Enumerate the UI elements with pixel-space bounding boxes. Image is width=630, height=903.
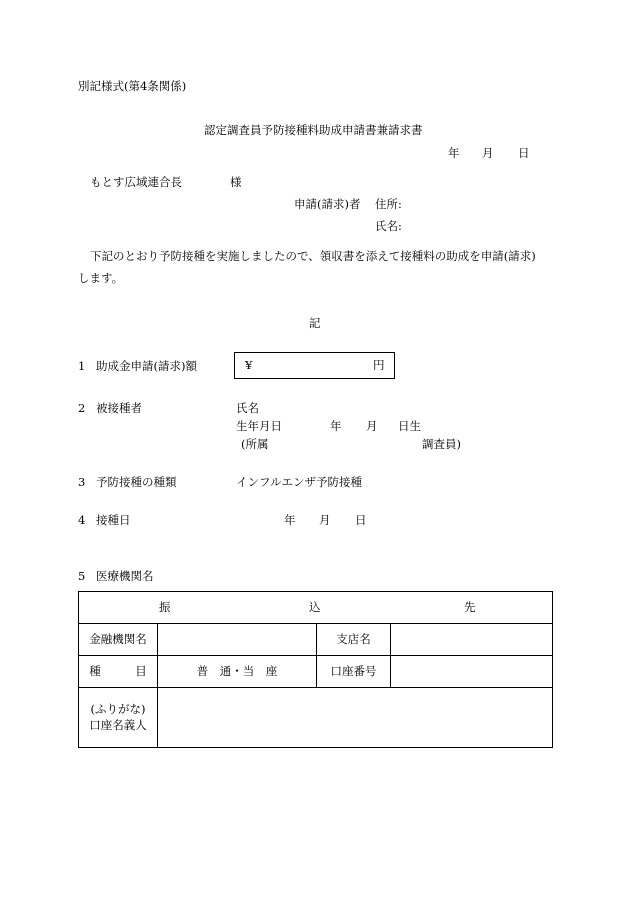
account-type-options[interactable]: 普 通・当 座: [158, 656, 317, 688]
account-number-label: 口座番号: [317, 656, 391, 688]
item2-label: 被接種者: [96, 401, 142, 415]
vaccination-month-label: 月: [319, 513, 331, 527]
body-text-line1: 下記のとおり予防接種を実施しましたので、領収書を添えて接種料の助成を申請(請求): [90, 249, 536, 263]
bank-transfer-table: [78, 591, 553, 748]
account-holder-label: 口座名義人: [89, 717, 147, 732]
item1-number: 1: [78, 359, 86, 373]
body-text-line2: します。: [78, 271, 124, 285]
header-furi: 振: [159, 599, 171, 614]
form-style-label: 別記様式(第4条関係): [78, 79, 187, 93]
item3-label: 予防接種の種類: [96, 475, 177, 489]
dob-born-label: 日生: [398, 419, 421, 433]
account-number-field[interactable]: [391, 656, 553, 688]
addressee-name: もとす広域連合長: [90, 175, 182, 189]
yen-symbol: ¥: [245, 358, 253, 372]
item3-number: 3: [78, 475, 86, 489]
amount-box[interactable]: [234, 352, 395, 379]
affiliation-close: 調査員): [422, 437, 461, 451]
account-type-row: [79, 656, 553, 688]
date-year-label: 年: [448, 146, 460, 160]
bank-name-row: [79, 624, 553, 656]
item5-number: 5: [78, 569, 86, 583]
vaccine-type-value: インフルエンザ予防接種: [236, 475, 363, 489]
item2-number: 2: [78, 401, 86, 415]
bank-name-label: 金融機関名: [79, 624, 158, 656]
account-holder-row: [79, 688, 553, 748]
bank-table-header-cell: [79, 592, 553, 624]
item4-number: 4: [78, 513, 86, 527]
item1-label: 助成金申請(請求)額: [96, 359, 197, 373]
date-day-label: 日: [518, 146, 530, 160]
recipient-name-label: 氏名: [236, 401, 259, 415]
account-holder-label-cell: [79, 688, 158, 748]
header-komi: 込: [309, 599, 321, 614]
ki-heading: 記: [309, 316, 321, 330]
applicant-label: 申請(請求)者: [294, 197, 361, 211]
furigana-label: (ふりがな): [90, 701, 146, 716]
account-type-label: 種 目: [79, 656, 158, 688]
item5-label: 医療機関名: [96, 569, 154, 583]
header-saki: 先: [464, 599, 476, 614]
affiliation-open: (所属: [241, 437, 269, 451]
vaccination-day-label: 日: [355, 513, 367, 527]
applicant-address-label: 住所:: [375, 197, 402, 211]
account-holder-field[interactable]: [158, 688, 553, 748]
dob-label: 生年月日: [236, 419, 282, 433]
bank-table-header-row: [79, 592, 553, 624]
branch-name-label: 支店名: [317, 624, 391, 656]
dob-year-label: 年: [330, 419, 342, 433]
addressee-honorific: 様: [230, 175, 242, 189]
item4-label: 接種日: [96, 513, 131, 527]
applicant-name-label: 氏名:: [375, 219, 402, 233]
vaccination-year-label: 年: [284, 513, 296, 527]
yen-unit: 円: [373, 358, 385, 372]
form-title: 認定調査員予防接種料助成申請書兼請求書: [204, 123, 423, 137]
date-month-label: 月: [482, 146, 494, 160]
branch-name-field[interactable]: [391, 624, 553, 656]
bank-name-field[interactable]: [158, 624, 317, 656]
dob-month-label: 月: [366, 419, 378, 433]
